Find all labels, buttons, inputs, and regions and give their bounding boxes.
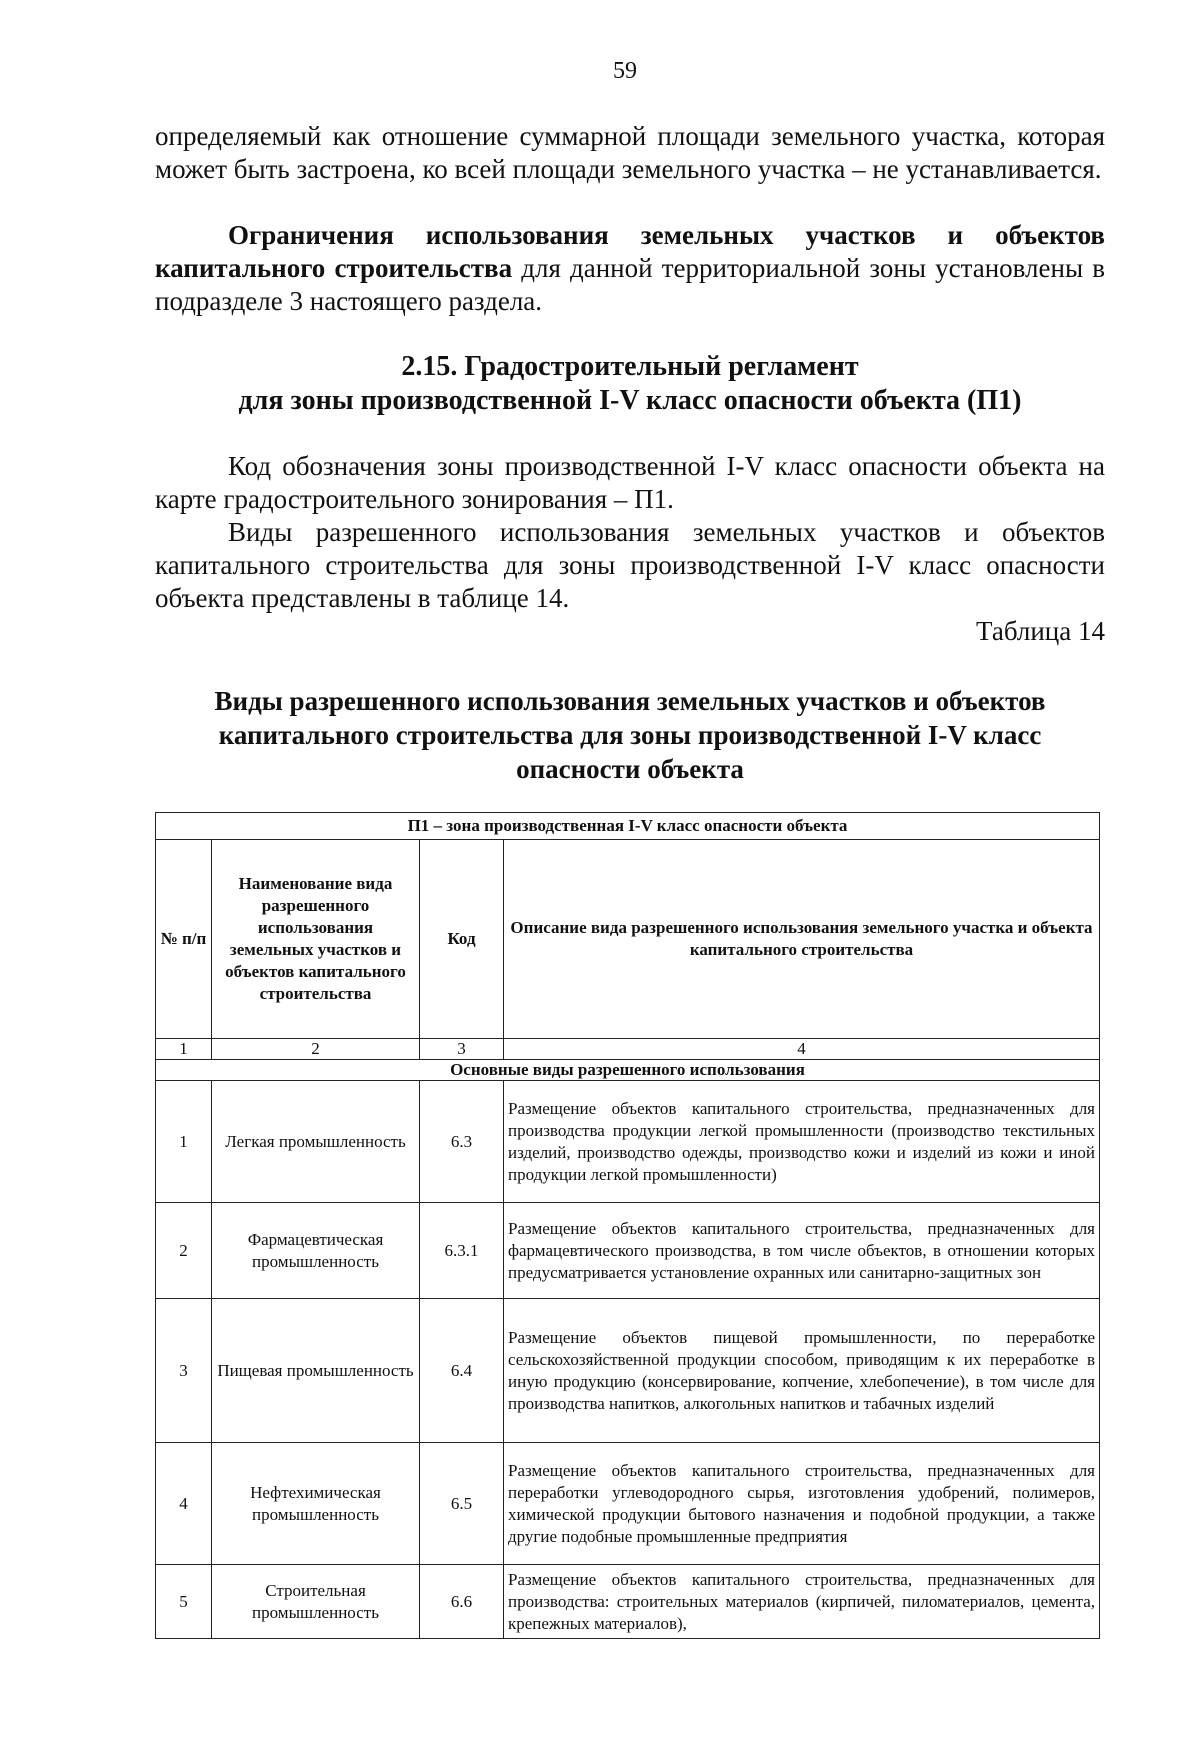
column-number-row xyxy=(156,1039,1100,1060)
row-name: Легкая промышленность xyxy=(212,1081,420,1203)
row-name: Строительная промышленность xyxy=(212,1565,420,1639)
section-title-line1: 2.15. Градостроительный регламент xyxy=(401,351,859,382)
row-code: 6.4 xyxy=(420,1299,504,1443)
row-name: Фармацевтическая промышленность xyxy=(212,1203,420,1299)
zone-code-paragraph: Код обозначения зоны производственной I-V класс опасности объекта на карте градостроительного зонирования – П1. xyxy=(155,451,1105,514)
row-description: Размещение объектов капитального строительства, предназначенных для производства продукции легкой промышленности (производство текстильных изделий, производство одежды, производство кожи и изделий из кожи и иной продукции легкой промышленности) xyxy=(504,1081,1100,1203)
table-row xyxy=(156,1203,1100,1299)
column-number: 1 xyxy=(156,1039,212,1060)
row-number: 3 xyxy=(156,1299,212,1443)
table-zone-header: П1 – зона производственная I-V класс опасности объекта xyxy=(156,813,1100,840)
row-name: Пищевая промышленность xyxy=(212,1299,420,1443)
row-code: 6.3.1 xyxy=(420,1203,504,1299)
intro-paragraph: определяемый как отношение суммарной площади земельного участка, которая может быть застроена, ко всей площади земельного участка – не устанавливается. xyxy=(155,121,1105,184)
table-row xyxy=(156,1081,1100,1203)
row-code: 6.6 xyxy=(420,1565,504,1639)
table-header-row xyxy=(156,840,1100,1039)
row-code: 6.3 xyxy=(420,1081,504,1203)
section-heading xyxy=(155,350,1105,418)
table-label: Таблица 14 xyxy=(976,616,1105,646)
column-number: 4 xyxy=(504,1039,1100,1060)
row-description: Размещение объектов пищевой промышленности, по переработке сельскохозяйственной продукции способом, приводящим к их переработке в иную продукцию (консервирование, копчение, хлебопечение), в том числе для производства напитков, алкогольных напитков и табачных изделий xyxy=(504,1299,1100,1443)
column-header-number: № п/п xyxy=(156,840,212,1039)
restriction-paragraph xyxy=(155,219,1105,318)
section-title-line2: для зоны производственной I-V класс опасности объекта (П1) xyxy=(238,385,1022,416)
row-description: Размещение объектов капитального строительства, предназначенных для производства: строительных материалов (кирпичей, пиломатериалов, цемента, крепежных материалов), xyxy=(504,1565,1100,1639)
table-row xyxy=(156,1565,1100,1639)
row-number: 2 xyxy=(156,1203,212,1299)
usage-table xyxy=(155,812,1100,1639)
row-description: Размещение объектов капитального строительства, предназначенных для фармацевтического производства, в том числе объектов, в отношении которых предусматривается установление охранных или санитарно-защитных зон xyxy=(504,1203,1100,1299)
table-row xyxy=(156,1299,1100,1443)
group-header: Основные виды разрешенного использования xyxy=(156,1060,1100,1081)
table-title: Виды разрешенного использования земельных участков и объектов капитального строительства для зоны производственной I-V класс опасности объекта xyxy=(214,686,1046,784)
column-number: 2 xyxy=(212,1039,420,1060)
column-header-description: Описание вида разрешенного использования земельного участка и объекта капитального строительства xyxy=(504,840,1100,1039)
row-number: 5 xyxy=(156,1565,212,1639)
row-code: 6.5 xyxy=(420,1443,504,1565)
restriction-bold-text: Ограничения использования земельных участков и объектов капитального строительства xyxy=(155,220,1105,283)
column-header-name: Наименование вида разрешенного использования земельных участков и объектов капитального строительства xyxy=(212,840,420,1039)
table-zone-header-row xyxy=(156,813,1100,840)
restriction-rest-text: для данной территориальной зоны установлены в подразделе 3 настоящего раздела. xyxy=(155,253,1105,316)
row-number: 1 xyxy=(156,1081,212,1203)
page-number: 59 xyxy=(613,58,637,84)
column-number: 3 xyxy=(420,1039,504,1060)
usage-kinds-paragraph: Виды разрешенного использования земельных участков и объектов капитального строительства для зоны производственной I-V класс опасности объекта представлены в таблице 14. xyxy=(155,517,1105,613)
table-row xyxy=(156,1443,1100,1565)
row-number: 4 xyxy=(156,1443,212,1565)
row-description: Размещение объектов капитального строительства, предназначенных для переработки углеводородного сырья, изготовления удобрений, полимеров, химической продукции бытового назначения и подобной продукции, а также другие подобные промышленные предприятия xyxy=(504,1443,1100,1565)
column-header-code: Код xyxy=(420,840,504,1039)
group-header-row xyxy=(156,1060,1100,1081)
row-name: Нефтехимическая промышленность xyxy=(212,1443,420,1565)
